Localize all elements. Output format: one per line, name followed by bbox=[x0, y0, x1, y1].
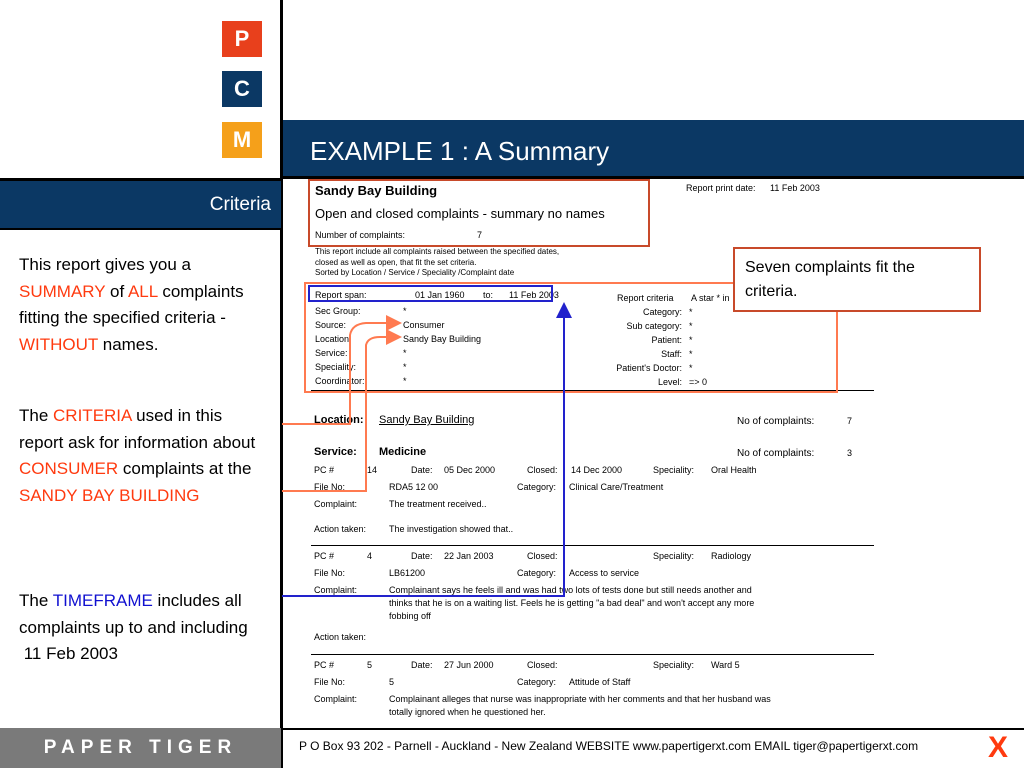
file-label: File No: bbox=[314, 568, 346, 578]
criteria-field-label: Category: bbox=[642, 307, 682, 317]
highlight: CRITERIA bbox=[53, 406, 132, 425]
report-description: Sorted by Location / Service / Speciality /Complaint date bbox=[315, 268, 515, 277]
criteria-field-value: * bbox=[689, 363, 693, 373]
report-building: Sandy Bay Building bbox=[315, 183, 438, 198]
text: of bbox=[105, 281, 128, 301]
date-label: Date: bbox=[411, 551, 433, 561]
criteria-field-value: => 0 bbox=[689, 377, 708, 387]
complaint-text: thinks that he is on a waiting list. Feels he is getting "a bad deal" and won't accept any more bbox=[389, 598, 755, 608]
criteria-field-label: Sub category: bbox=[626, 321, 682, 331]
closed-label: Closed: bbox=[527, 551, 558, 561]
complaint-label: Complaint: bbox=[314, 585, 358, 595]
speciality-label: Speciality: bbox=[653, 465, 695, 475]
callout-note: Seven complaints fit the criteria. bbox=[733, 247, 981, 312]
criteria-field-label: Staff: bbox=[661, 349, 682, 359]
criteria-label: Report criteria bbox=[617, 293, 674, 303]
file-value: 5 bbox=[389, 677, 395, 687]
logo-m: M bbox=[222, 122, 262, 158]
report-subtitle: Open and closed complaints - summary no names bbox=[315, 206, 605, 221]
text: complaints fitting the specified criteria - bbox=[19, 281, 244, 327]
text: includes all complaints up to and including bbox=[19, 591, 248, 637]
highlight: SANDY BAY BUILDING bbox=[19, 485, 200, 505]
speciality-value: Ward 5 bbox=[711, 660, 740, 670]
pc-label: PC # bbox=[314, 660, 335, 670]
file-value: RDA5 12 00 bbox=[389, 482, 439, 492]
span-highlight-box bbox=[309, 286, 552, 301]
file-value: LB61200 bbox=[389, 568, 426, 578]
criteria-arrow-consumer bbox=[282, 323, 398, 424]
criteria-field-value: * bbox=[689, 321, 693, 331]
text: The bbox=[19, 406, 54, 425]
text: 11 Feb 2003 bbox=[23, 644, 118, 663]
complaint-text: The treatment received.. bbox=[389, 499, 487, 509]
criteria-field-label: Patient's Doctor: bbox=[616, 363, 682, 373]
complaint-text: Complainant says he feels ill and was had two lots of tests done but still needs another and bbox=[389, 585, 752, 595]
speciality-label: Speciality: bbox=[653, 660, 695, 670]
complaint-text: fobbing off bbox=[389, 611, 431, 621]
criteria-field-value: Consumer bbox=[403, 320, 445, 330]
service-count-label: No of complaints: bbox=[737, 448, 815, 459]
logo-c: C bbox=[222, 71, 262, 107]
date-value: 22 Jan 2003 bbox=[444, 551, 494, 561]
closed-label: Closed: bbox=[527, 465, 558, 475]
header-highlight-box bbox=[309, 180, 649, 246]
criteria-field-value: * bbox=[403, 362, 407, 372]
highlight: WITHOUT bbox=[19, 334, 99, 354]
span-from: 01 Jan 1960 bbox=[415, 290, 465, 300]
category-label: Category: bbox=[517, 677, 557, 687]
criteria-field-value: * bbox=[403, 376, 407, 386]
complaint-label: Complaint: bbox=[314, 694, 358, 704]
highlight: CONSUMER bbox=[19, 459, 119, 478]
closed-label: Closed: bbox=[527, 660, 558, 670]
print-date-label: Report print date: bbox=[686, 183, 756, 193]
action-label: Action taken: bbox=[314, 524, 367, 534]
highlight: SUMMARY bbox=[19, 281, 106, 301]
complaint-text: Complainant alleges that nurse was inappropriate with her comments and that her husband was bbox=[389, 694, 771, 704]
criteria-field-label: Coordinator: bbox=[315, 376, 365, 386]
sidebar-header: Criteria bbox=[0, 178, 281, 230]
report-description: This report include all complaints raised between the specified dates, bbox=[315, 247, 560, 256]
print-date: 11 Feb 2003 bbox=[770, 183, 820, 193]
criteria-field-label: Level: bbox=[657, 377, 682, 387]
report-description: closed as well as open, that fit the set criteria. bbox=[315, 258, 477, 267]
criteria-field-label: Source: bbox=[315, 320, 347, 330]
text: used in this report ask for information about bbox=[19, 406, 256, 452]
criteria-field-label: Speciality: bbox=[315, 362, 357, 372]
footer-contact: P O Box 93 202 - Parnell - Auckland - New Zealand WEBSITE www.papertigerxt.com EMAIL tiger@papertigerxt.com bbox=[299, 739, 919, 753]
date-value: 27 Jun 2000 bbox=[444, 660, 494, 670]
criteria-field-value: * bbox=[689, 349, 693, 359]
speciality-value: Radiology bbox=[711, 551, 752, 561]
file-label: File No: bbox=[314, 482, 346, 492]
text: The bbox=[19, 591, 53, 610]
service-count: 3 bbox=[847, 448, 853, 458]
text: names. bbox=[98, 334, 159, 354]
criteria-field-value: Sandy Bay Building bbox=[403, 334, 482, 344]
criteria-field-value: * bbox=[689, 307, 693, 317]
criteria-field-value: * bbox=[403, 348, 407, 358]
location-count-label: No of complaints: bbox=[737, 416, 815, 427]
highlight: TIMEFRAME bbox=[52, 591, 153, 610]
x-logo-icon: X bbox=[988, 731, 1009, 764]
location-label: Location: bbox=[314, 414, 364, 426]
complaint-text: totally ignored when he questioned her. bbox=[389, 707, 546, 717]
pc-value: 14 bbox=[367, 465, 378, 475]
criteria-field-value: * bbox=[403, 306, 407, 316]
pc-value: 5 bbox=[367, 660, 373, 670]
pc-value: 4 bbox=[367, 551, 373, 561]
date-label: Date: bbox=[411, 660, 433, 670]
service-label: Service: bbox=[314, 446, 357, 458]
category-value: Access to service bbox=[569, 568, 640, 578]
speciality-value: Oral Health bbox=[711, 465, 757, 475]
date-label: Date: bbox=[411, 465, 433, 475]
text: complaints at the bbox=[118, 459, 252, 478]
closed-value: 14 Dec 2000 bbox=[571, 465, 623, 475]
page-title: EXAMPLE 1 : A Summary bbox=[283, 120, 1024, 177]
criteria-field-label: Sec Group: bbox=[315, 306, 361, 316]
criteria-arrow-location bbox=[282, 337, 398, 491]
criteria-field-label: Location: bbox=[315, 334, 352, 344]
num-complaints-label: Number of complaints: bbox=[315, 230, 406, 240]
criteria-note: A star * in bbox=[691, 293, 730, 303]
footer-brand: PAPER TIGER bbox=[0, 728, 281, 768]
criteria-field-label: Patient: bbox=[651, 335, 682, 345]
timeframe-arrow bbox=[282, 306, 564, 596]
category-label: Category: bbox=[517, 482, 557, 492]
pc-label: PC # bbox=[314, 465, 335, 475]
category-value: Clinical Care/Treatment bbox=[569, 482, 664, 492]
action-text: The investigation showed that.. bbox=[389, 524, 514, 534]
logo-p: P bbox=[222, 21, 262, 57]
action-label: Action taken: bbox=[314, 632, 367, 642]
location-value: Sandy Bay Building bbox=[379, 414, 475, 426]
span-label: Report span: bbox=[315, 290, 367, 300]
criteria-field-value: * bbox=[689, 335, 693, 345]
num-complaints-value: 7 bbox=[477, 230, 483, 240]
speciality-label: Speciality: bbox=[653, 551, 695, 561]
date-value: 05 Dec 2000 bbox=[444, 465, 496, 475]
criteria-field-label: Service: bbox=[315, 348, 348, 358]
span-to: 11 Feb 2003 bbox=[509, 290, 559, 300]
service-value: Medicine bbox=[379, 446, 427, 458]
span-to-label: to: bbox=[483, 290, 494, 300]
complaint-label: Complaint: bbox=[314, 499, 358, 509]
file-label: File No: bbox=[314, 677, 346, 687]
highlight: ALL bbox=[127, 281, 158, 301]
category-label: Category: bbox=[517, 568, 557, 578]
pc-label: PC # bbox=[314, 551, 335, 561]
text: This report gives you a bbox=[19, 255, 191, 274]
category-value: Attitude of Staff bbox=[569, 677, 631, 687]
location-count: 7 bbox=[847, 416, 853, 426]
